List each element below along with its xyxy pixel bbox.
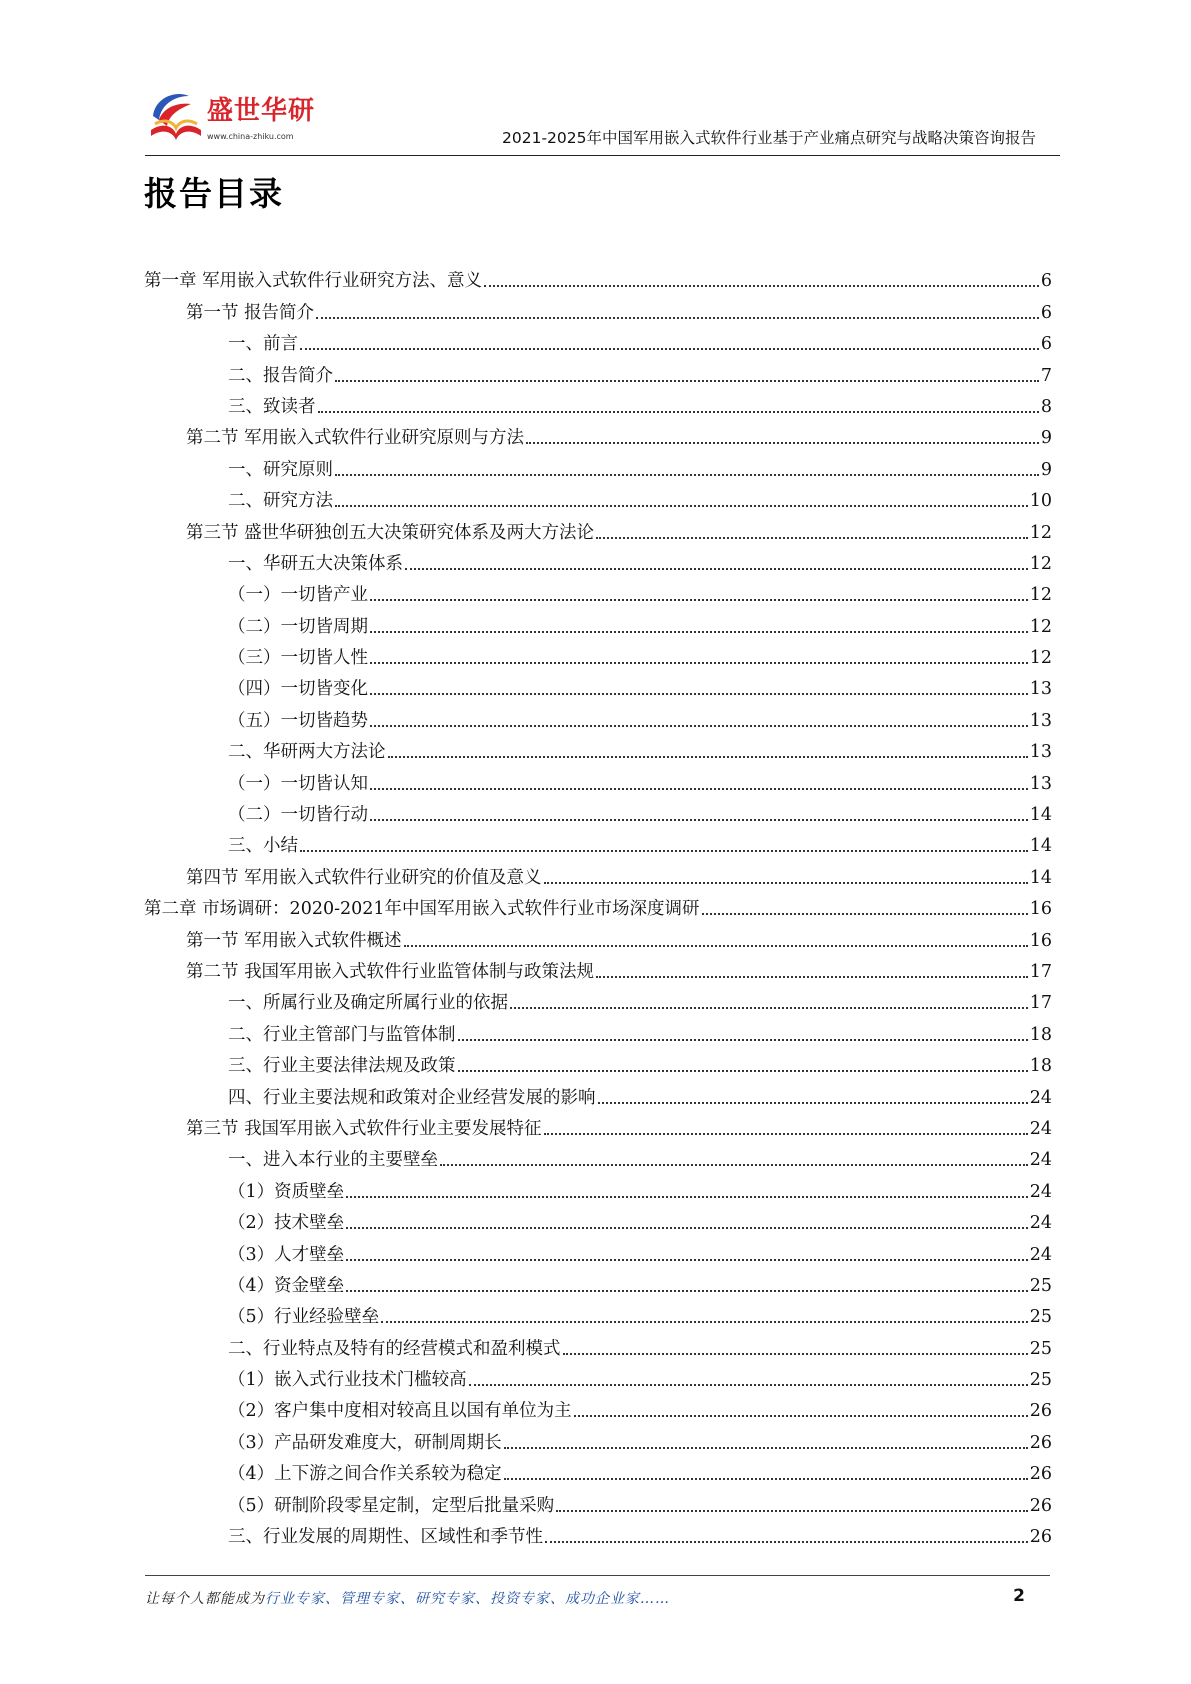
toc-entry[interactable] bbox=[144, 889, 1052, 920]
toc-entry[interactable] bbox=[144, 261, 1052, 292]
toc-dot-leader bbox=[596, 976, 1028, 978]
toc-entry-title: 一、研究原则 bbox=[228, 459, 333, 480]
footer-slogan-roles: 行业专家、管理专家、研究专家、投资专家、成功企业家…… bbox=[265, 1591, 670, 1607]
toc-entry-page: 14 bbox=[1029, 805, 1052, 826]
toc-heading: 报告目录 bbox=[144, 174, 284, 213]
company-logo bbox=[145, 86, 315, 150]
toc-entry-page: 12 bbox=[1029, 648, 1052, 669]
toc-dot-leader bbox=[596, 537, 1028, 539]
toc-entry-title: 三、小结 bbox=[228, 836, 298, 857]
toc-dot-leader bbox=[404, 945, 1028, 947]
toc-entry[interactable] bbox=[144, 418, 1052, 449]
toc-entry[interactable] bbox=[144, 732, 1052, 763]
book-swoosh-icon bbox=[145, 86, 207, 148]
toc-entry-page: 10 bbox=[1029, 491, 1052, 512]
toc-entry[interactable] bbox=[144, 1203, 1052, 1234]
toc-dot-leader bbox=[300, 348, 1039, 350]
toc-entry[interactable] bbox=[144, 983, 1052, 1014]
toc-dot-leader bbox=[702, 913, 1028, 915]
toc-entry-page: 16 bbox=[1029, 899, 1052, 920]
toc-dot-leader bbox=[318, 411, 1039, 413]
toc-dot-leader bbox=[545, 1541, 1028, 1543]
toc-entry-title: 第一节 报告简介 bbox=[186, 302, 315, 323]
toc-dot-leader bbox=[504, 1478, 1028, 1480]
toc-entry-title: 第三节 盛世华研独创五大决策研究体系及两大方法论 bbox=[186, 522, 595, 543]
toc-entry[interactable] bbox=[144, 1328, 1052, 1359]
toc-dot-leader bbox=[346, 1196, 1028, 1198]
toc-dot-leader bbox=[510, 1007, 1028, 1009]
toc-entry-page: 17 bbox=[1029, 961, 1052, 982]
toc-entry-title: 一、华研五大决策体系 bbox=[228, 553, 403, 574]
toc-entry-page: 26 bbox=[1029, 1464, 1052, 1485]
toc-dot-leader bbox=[440, 1164, 1028, 1166]
toc-entry-title: （3）人才壁垒 bbox=[228, 1244, 345, 1265]
page-number: 2 bbox=[1013, 1586, 1025, 1606]
toc-dot-leader bbox=[563, 1353, 1028, 1355]
toc-entry[interactable] bbox=[144, 1391, 1052, 1422]
toc-entry-title: （一）一切皆产业 bbox=[228, 585, 368, 606]
toc-entry[interactable] bbox=[144, 1077, 1052, 1108]
toc-dot-leader bbox=[544, 1133, 1028, 1135]
toc-entry[interactable] bbox=[144, 449, 1052, 480]
toc-entry-page: 24 bbox=[1029, 1244, 1052, 1265]
toc-entry-page: 6 bbox=[1040, 302, 1052, 323]
toc-entry-page: 12 bbox=[1029, 522, 1052, 543]
toc-entry-page: 24 bbox=[1029, 1213, 1052, 1234]
toc-dot-leader bbox=[370, 662, 1028, 664]
toc-entry-title: （3）产品研发难度大，研制周期长 bbox=[228, 1432, 502, 1453]
toc-dot-leader bbox=[504, 1447, 1028, 1449]
toc-entry[interactable] bbox=[144, 481, 1052, 512]
toc-entry[interactable] bbox=[144, 575, 1052, 606]
toc-dot-leader bbox=[598, 1102, 1028, 1104]
toc-entry[interactable] bbox=[144, 669, 1052, 700]
toc-entry-page: 26 bbox=[1029, 1401, 1052, 1422]
toc-dot-leader bbox=[370, 693, 1028, 695]
toc-entry-page: 24 bbox=[1029, 1087, 1052, 1108]
toc-dot-leader bbox=[388, 756, 1028, 758]
toc-dot-leader bbox=[381, 1321, 1028, 1323]
toc-entry-page: 13 bbox=[1029, 710, 1052, 731]
report-title: 2021-2025年中国军用嵌入式软件行业基于产业痛点研究与战略决策咨询报告 bbox=[502, 129, 1036, 147]
toc-dot-leader bbox=[316, 317, 1039, 319]
table-of-contents bbox=[144, 261, 1052, 1548]
toc-entry[interactable] bbox=[144, 763, 1052, 794]
toc-entry-title: （四）一切皆变化 bbox=[228, 679, 368, 700]
toc-entry-title: （1）资质壁垒 bbox=[228, 1181, 345, 1202]
toc-entry[interactable] bbox=[144, 1360, 1052, 1391]
toc-entry[interactable] bbox=[144, 1109, 1052, 1140]
toc-entry[interactable] bbox=[144, 1297, 1052, 1328]
toc-entry[interactable] bbox=[144, 1171, 1052, 1202]
toc-entry-page: 16 bbox=[1029, 930, 1052, 951]
page-footer bbox=[145, 1588, 1025, 1612]
toc-entry-title: 二、华研两大方法论 bbox=[228, 742, 386, 763]
toc-dot-leader bbox=[346, 1290, 1028, 1292]
toc-dot-leader bbox=[544, 882, 1028, 884]
toc-dot-leader bbox=[370, 819, 1028, 821]
toc-entry-page: 25 bbox=[1029, 1307, 1052, 1328]
toc-dot-leader bbox=[335, 505, 1028, 507]
logo-url: www.china-zhiku.com bbox=[207, 132, 294, 141]
toc-dot-leader bbox=[458, 1039, 1028, 1041]
toc-entry[interactable] bbox=[144, 1517, 1052, 1548]
toc-dot-leader bbox=[574, 1415, 1028, 1417]
toc-entry-title: （二）一切皆行动 bbox=[228, 805, 368, 826]
toc-entry[interactable] bbox=[144, 1234, 1052, 1265]
toc-entry-title: （4）上下游之间合作关系较为稳定 bbox=[228, 1464, 502, 1485]
toc-dot-leader bbox=[556, 1510, 1028, 1512]
toc-entry-page: 25 bbox=[1029, 1338, 1052, 1359]
toc-entry[interactable] bbox=[144, 826, 1052, 857]
toc-entry-page: 6 bbox=[1040, 271, 1052, 292]
toc-entry[interactable] bbox=[144, 512, 1052, 543]
toc-entry[interactable] bbox=[144, 387, 1052, 418]
toc-entry-title: 第二节 我国军用嵌入式软件行业监管体制与政策法规 bbox=[186, 961, 595, 982]
toc-entry-title: 第一节 军用嵌入式软件概述 bbox=[186, 930, 402, 951]
toc-entry-title: （5）研制阶段零星定制，定型后批量采购 bbox=[228, 1495, 555, 1516]
toc-entry-title: （三）一切皆人性 bbox=[228, 648, 368, 669]
toc-entry[interactable] bbox=[144, 292, 1052, 323]
toc-entry-page: 26 bbox=[1029, 1495, 1052, 1516]
toc-entry-page: 25 bbox=[1029, 1370, 1052, 1391]
toc-entry-page: 24 bbox=[1029, 1181, 1052, 1202]
footer-divider bbox=[145, 1575, 1050, 1576]
toc-entry[interactable] bbox=[144, 952, 1052, 983]
footer-slogan-prefix: 让每个人都能成为 bbox=[145, 1591, 265, 1607]
toc-dot-leader bbox=[335, 474, 1039, 476]
toc-dot-leader bbox=[469, 1384, 1028, 1386]
toc-dot-leader bbox=[458, 1070, 1028, 1072]
toc-entry-page: 9 bbox=[1040, 459, 1052, 480]
toc-entry[interactable] bbox=[144, 1485, 1052, 1516]
toc-entry-title: 三、行业主要法律法规及政策 bbox=[228, 1056, 456, 1077]
toc-entry-title: 第二章 市场调研：2020-2021年中国军用嵌入式软件行业市场深度调研 bbox=[144, 899, 700, 920]
toc-entry-page: 12 bbox=[1029, 553, 1052, 574]
toc-entry-title: （5）行业经验壁垒 bbox=[228, 1307, 380, 1328]
toc-dot-leader bbox=[300, 850, 1028, 852]
toc-entry[interactable] bbox=[144, 1014, 1052, 1045]
toc-entry-page: 13 bbox=[1029, 773, 1052, 794]
toc-entry-title: 三、致读者 bbox=[228, 396, 316, 417]
logo-text: 盛世华研 bbox=[207, 96, 316, 126]
toc-entry-page: 18 bbox=[1029, 1056, 1052, 1077]
toc-dot-leader bbox=[346, 1259, 1028, 1261]
toc-dot-leader bbox=[346, 1227, 1028, 1229]
toc-entry[interactable] bbox=[144, 324, 1052, 355]
toc-dot-leader bbox=[335, 380, 1039, 382]
toc-entry-title: 一、所属行业及确定所属行业的依据 bbox=[228, 993, 508, 1014]
header-divider bbox=[145, 155, 1060, 156]
toc-entry-title: 二、报告简介 bbox=[228, 365, 333, 386]
toc-entry-title: （1）嵌入式行业技术门槛较高 bbox=[228, 1370, 467, 1391]
toc-entry-page: 13 bbox=[1029, 679, 1052, 700]
toc-entry-page: 6 bbox=[1040, 334, 1052, 355]
toc-entry[interactable] bbox=[144, 606, 1052, 637]
toc-entry-title: 一、前言 bbox=[228, 334, 298, 355]
toc-entry-page: 25 bbox=[1029, 1275, 1052, 1296]
toc-entry-title: （2）客户集中度相对较高且以国有单位为主 bbox=[228, 1401, 572, 1422]
toc-entry[interactable] bbox=[144, 544, 1052, 575]
toc-entry-title: （五）一切皆趋势 bbox=[228, 710, 368, 731]
toc-entry[interactable] bbox=[144, 700, 1052, 731]
toc-entry-title: 四、行业主要法规和政策对企业经营发展的影响 bbox=[228, 1087, 596, 1108]
toc-dot-leader bbox=[526, 442, 1039, 444]
toc-entry-title: 二、行业主管部门与监管体制 bbox=[228, 1024, 456, 1045]
toc-dot-leader bbox=[405, 568, 1028, 570]
toc-entry[interactable] bbox=[144, 857, 1052, 888]
toc-entry[interactable] bbox=[144, 795, 1052, 826]
toc-entry[interactable] bbox=[144, 1266, 1052, 1297]
toc-entry-title: 二、研究方法 bbox=[228, 491, 333, 512]
toc-entry-title: 第二节 军用嵌入式软件行业研究原则与方法 bbox=[186, 428, 525, 449]
toc-entry-title: 二、行业特点及特有的经营模式和盈利模式 bbox=[228, 1338, 561, 1359]
toc-entry-title: 第三节 我国军用嵌入式软件行业主要发展特征 bbox=[186, 1118, 542, 1139]
toc-entry-page: 24 bbox=[1029, 1150, 1052, 1171]
toc-entry-title: （二）一切皆周期 bbox=[228, 616, 368, 637]
toc-entry-title: （一）一切皆认知 bbox=[228, 773, 368, 794]
toc-entry-page: 7 bbox=[1040, 365, 1052, 386]
toc-entry[interactable] bbox=[144, 638, 1052, 669]
toc-entry[interactable] bbox=[144, 1140, 1052, 1171]
toc-entry-page: 12 bbox=[1029, 585, 1052, 606]
toc-dot-leader bbox=[484, 285, 1039, 287]
toc-entry-page: 8 bbox=[1040, 396, 1052, 417]
toc-entry-page: 26 bbox=[1029, 1527, 1052, 1548]
toc-entry-page: 13 bbox=[1029, 742, 1052, 763]
toc-entry[interactable] bbox=[144, 920, 1052, 951]
toc-dot-leader bbox=[370, 788, 1028, 790]
toc-entry-title: 第一章 军用嵌入式软件行业研究方法、意义 bbox=[144, 271, 483, 292]
toc-entry-page: 17 bbox=[1029, 993, 1052, 1014]
toc-entry-page: 12 bbox=[1029, 616, 1052, 637]
page-header bbox=[145, 82, 1060, 158]
toc-entry-title: 第四节 军用嵌入式软件行业研究的价值及意义 bbox=[186, 867, 542, 888]
toc-entry-page: 26 bbox=[1029, 1432, 1052, 1453]
toc-entry-page: 24 bbox=[1029, 1118, 1052, 1139]
toc-entry-page: 18 bbox=[1029, 1024, 1052, 1045]
toc-dot-leader bbox=[370, 599, 1028, 601]
toc-entry-title: （4）资金壁垒 bbox=[228, 1275, 345, 1296]
toc-entry-title: （2）技术壁垒 bbox=[228, 1213, 345, 1234]
toc-dot-leader bbox=[370, 631, 1028, 633]
toc-entry-title: 一、进入本行业的主要壁垒 bbox=[228, 1150, 438, 1171]
toc-entry[interactable] bbox=[144, 1422, 1052, 1453]
toc-entry[interactable] bbox=[144, 355, 1052, 386]
toc-entry-page: 14 bbox=[1029, 867, 1052, 888]
toc-entry[interactable] bbox=[144, 1454, 1052, 1485]
toc-entry[interactable] bbox=[144, 1046, 1052, 1077]
toc-entry-page: 9 bbox=[1040, 428, 1052, 449]
toc-dot-leader bbox=[370, 725, 1028, 727]
toc-entry-page: 14 bbox=[1029, 836, 1052, 857]
toc-entry-title: 三、行业发展的周期性、区域性和季节性 bbox=[228, 1527, 543, 1548]
